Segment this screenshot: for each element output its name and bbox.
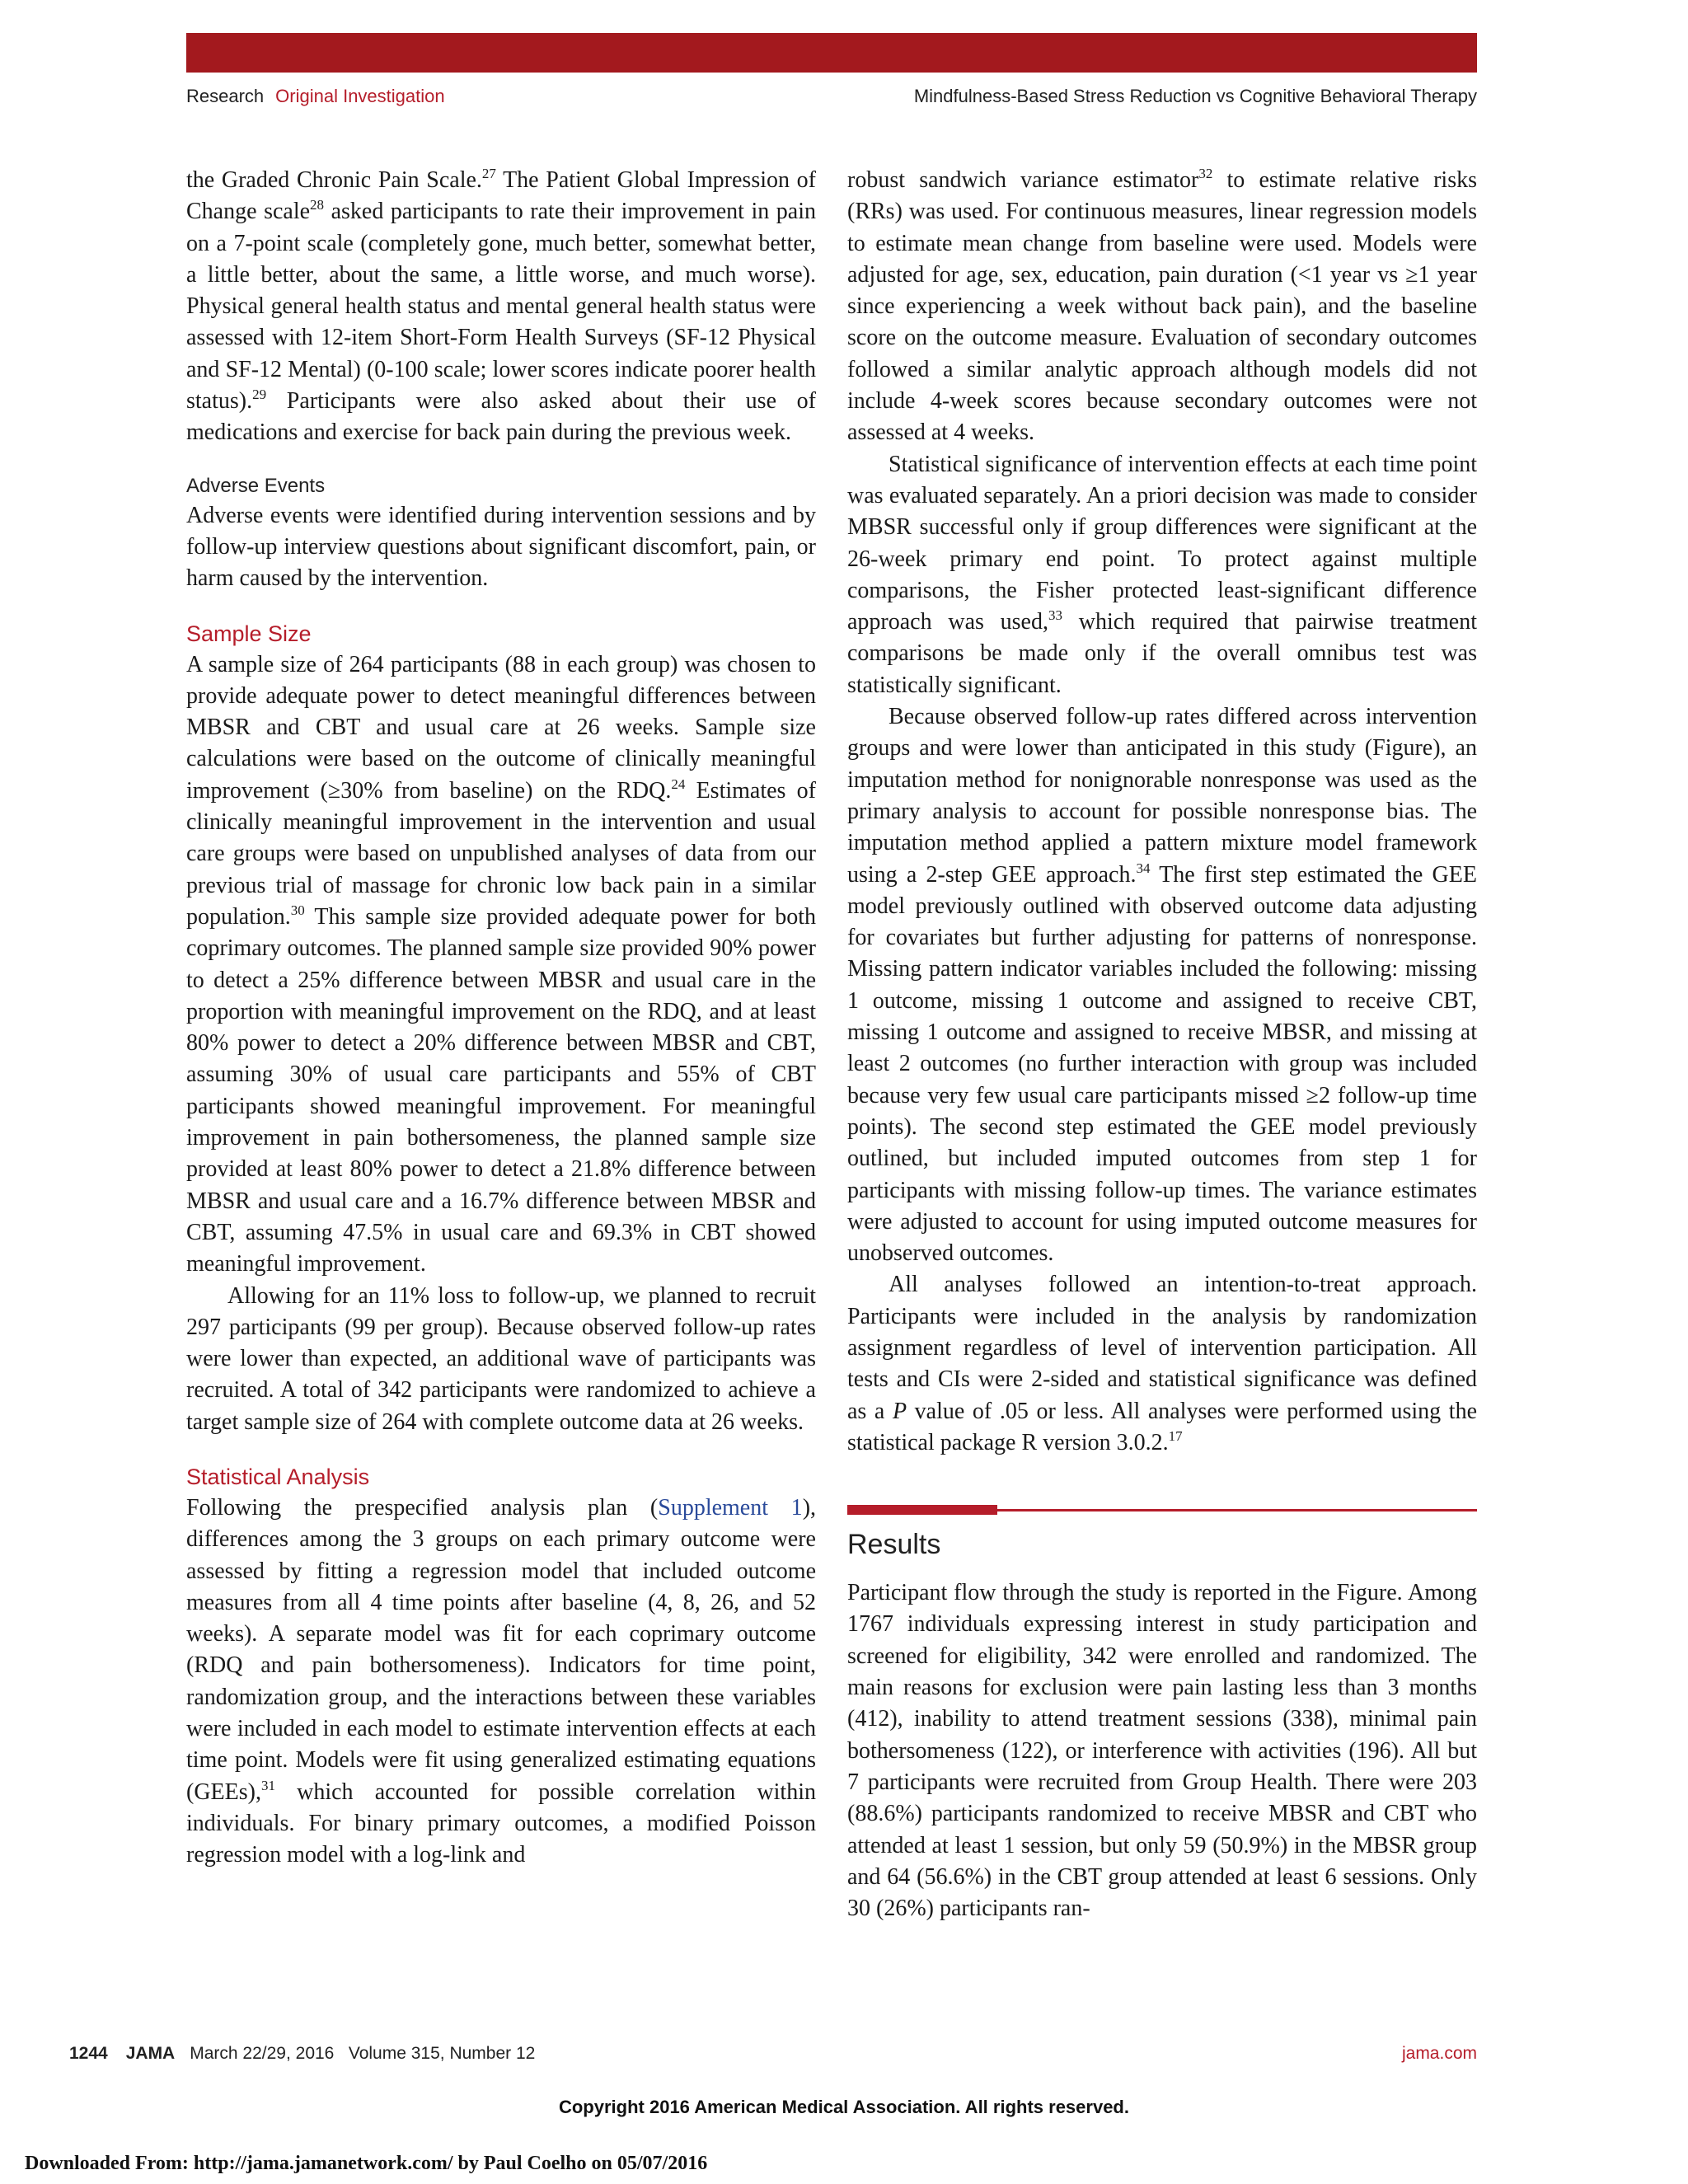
- paragraph: Following the prespecified analysis plan (Supplement 1), differences among the 3 groups on each primary outcome were assessed by fitting a regression model that included outcome measures from all 4 time points after baseline (4, 8, 26, and 52 weeks). A separate model was fit for each coprimary outcome (RDQ and pain bothersomeness). Indicators for time point, randomization group, and the interactions between these variables were included in each model to estimate intervention effects at each time point. Models were fit using generalized estimating equations (GEEs),$^{31}$ which accounted for possible correlation within individuals. For binary primary outcomes, a modified Poisson regression model with a log-link and: [186, 1494, 817, 1868]
- citation[interactable]: 34: [1136, 860, 1151, 876]
- supplement-link[interactable]: Supplement 1: [658, 1494, 803, 1521]
- paragraph: Participant flow through the study is reported in the Figure. Among 1767 individuals expressing interest in study participation and screened for eligibility, 342 were enrolled and randomized. The main reasons for exclusion were pain lasting less than 3 months (412), inability to attend treatment sessions (338), minimal pain bothersomeness (122), or interference with activities (196). All but 7 participants were recruited from Group Health. There were 203 (88.6%) participants randomized to receive MBSR and CBT who attended at least 1 session, but only 59 (50.9%) in the MBSR group and 64 (56.6%) in the CBT group attended at least 6 sessions. Only 30 (26%) participants ran-: [847, 1580, 1477, 1922]
- section-label: [186, 86, 445, 107]
- subsection-name[interactable]: Original Investigation: [275, 86, 445, 106]
- citation[interactable]: 24: [671, 776, 686, 792]
- journal-site-link[interactable]: jama.com: [1401, 2044, 1477, 2063]
- citation[interactable]: 30: [290, 902, 305, 918]
- citation[interactable]: 33: [1048, 607, 1062, 624]
- section-name: Research: [186, 86, 265, 106]
- citation[interactable]: 32: [1198, 166, 1213, 181]
- journal-name: JAMA: [125, 2044, 176, 2063]
- paragraph: Statistical significance of intervention effects at each time point was evaluated separately. An a priori decision was made to consider MBSR successful only if group differences were significant at the 26-week primary end point. To protect against multiple comparisons, the Fisher protected least-significant difference approach was used,$^{33}$ which required that pairwise treatment comparisons be made only if the overall omnibus test was statistically significant.: [847, 451, 1478, 698]
- heading-sample-size: Sample Size: [186, 621, 312, 646]
- paragraph: Because observed follow-up rates differed across intervention groups and were lower than anticipated in this study (Figure), an imputation method for nonignorable nonresponse was used as the primary analysis to account for possible nonresponse bias. The imputation method applied a pattern mixture model framework using a 2-step GEE approach.$^{34}$ The first step estimated the GEE model previously outlined with observed outcome data adjusting for covariates but further adjusting for patterns of nonresponse. Missing pattern indicator variables included the following: missing 1 outcome, missing 1 outcome and assigned to receive CBT, missing 1 outcome and assigned to receive MBSR, and missing at least 2 outcomes (no further interaction with group was included because very few usual care participants missed ≥2 follow-up time points). The second step estimated the GEE model previously outlined, but included imputed outcomes from step 1 for participants with missing follow-up times. The variance estimates were adjusted to account for using imputed outcome measures for unobserved outcomes.: [847, 704, 1477, 1267]
- heading-results: Results: [847, 1529, 941, 1561]
- citation[interactable]: 29: [252, 387, 267, 403]
- paragraph: All analyses followed an intention-to-treat approach. Participants were included in the analysis by randomization assignment regardless of level of intervention participation. All tests and CIs were 2-sided and statistical significance was defined as a P value of .05 or less. All analyses were performed using the statistical package R version 3.0.2.17: [847, 1272, 1477, 1455]
- paragraph: the Graded Chronic Pain Scale.$^{27}$ The Patient Global Impression of Change scale$^{28}$ asked participants to rate their improvement in pain on a 7-point scale (completely gone, much better, somewhat better, a little better, about the same, a little worse, and much worse). Physical general health status and mental general health status were assessed with 12-item Short-Form Health Surveys (SF-12 Physical and SF-12 Mental) (0-100 scale; lower scores indicate poorer health status).$^{29}$ Participants were also asked about their use of medications and exercise for back pain during the previous week.: [186, 166, 816, 446]
- page-footer: [69, 2044, 535, 2064]
- citation[interactable]: 28: [310, 197, 325, 213]
- copyright-notice: Copyright 2016 American Medical Association. All rights reserved.: [558, 2097, 1129, 2117]
- right-column: [847, 165, 1477, 1924]
- page-number: 1244: [69, 2044, 108, 2063]
- paragraph: robust sandwich variance estimator$^{32}$ to estimate relative risks (RRs) was used. For continuous measures, linear regression models to estimate mean change from baseline were used. Models were adjusted for age, sex, education, pain duration (<1 year vs ≥1 year since experiencing a week without back pain), and the baseline score on the outcome measure. Evaluation of secondary outcomes followed a similar analytic approach although models did not include 4-week scores because secondary outcomes were not assessed at 4 weeks.: [847, 166, 1477, 446]
- citation[interactable]: 27: [481, 166, 496, 181]
- heading-statistical-analysis: Statistical Analysis: [186, 1464, 370, 1489]
- paragraph: Allowing for an 11% loss to follow-up, we planned to recruit 297 participants (99 per group). Because observed follow-up rates were lower than expected, an additional wave of participants was recruited. A total of 342 participants were randomized to achieve a target sample size of 264 with complete outcome data at 26 weeks.: [186, 1282, 816, 1435]
- paragraph: Adverse events were identified during intervention sessions and by follow-up interview questions about significant discomfort, pain, or harm caused by the intervention.: [186, 502, 816, 592]
- paragraph: A sample size of 264 participants (88 in each group) was chosen to provide adequate power to detect meaningful differences between MBSR and CBT and usual care at 26 weeks. Sample size calculations were based on the outcome of clinically meaningful improvement (≥30% from baseline) on the RDQ.$^{24}$ Estimates of clinically meaningful improvement in the intervention and usual care groups were based on unpublished analyses of data from our previous trial of massage for chronic low back pain in a similar population.$^{30}$ This sample size provided adequate power for both coprimary outcomes. The planned sample size provided 90% power to detect a 25% difference between MBSR and usual care in the proportion with meaningful improvement on the RDQ, and at least 80% power to detect a 20% difference between MBSR and CBT, assuming 30% of usual care participants and 55% of CBT participants showed meaningful improvement. For meaningful improvement in pain bothersomeness, the planned sample size provided at least 80% power to detect a 21.8% difference between MBSR and usual care and a 16.7% difference between MBSR and CBT, assuming 47.5% in usual care and 69.3% in CBT showed meaningful improvement.: [186, 651, 816, 1277]
- left-column: [186, 165, 816, 1872]
- download-stamp: Downloaded From: http://jama.jamanetwork.com/ by Paul Coelho on 05/07/2016: [25, 2153, 708, 2174]
- running-title: Mindfulness-Based Stress Reduction vs Cognitive Behavioral Therapy: [913, 86, 1477, 106]
- citation[interactable]: 17: [1168, 1427, 1183, 1444]
- issue-info: March 22/29, 2016 Volume 315, Number 12: [190, 2044, 536, 2063]
- subheading-adverse-events: Adverse Events: [186, 474, 326, 497]
- results-section-rule: [847, 1505, 1477, 1515]
- header-color-bar: [186, 33, 1477, 73]
- citation[interactable]: 31: [260, 1777, 275, 1793]
